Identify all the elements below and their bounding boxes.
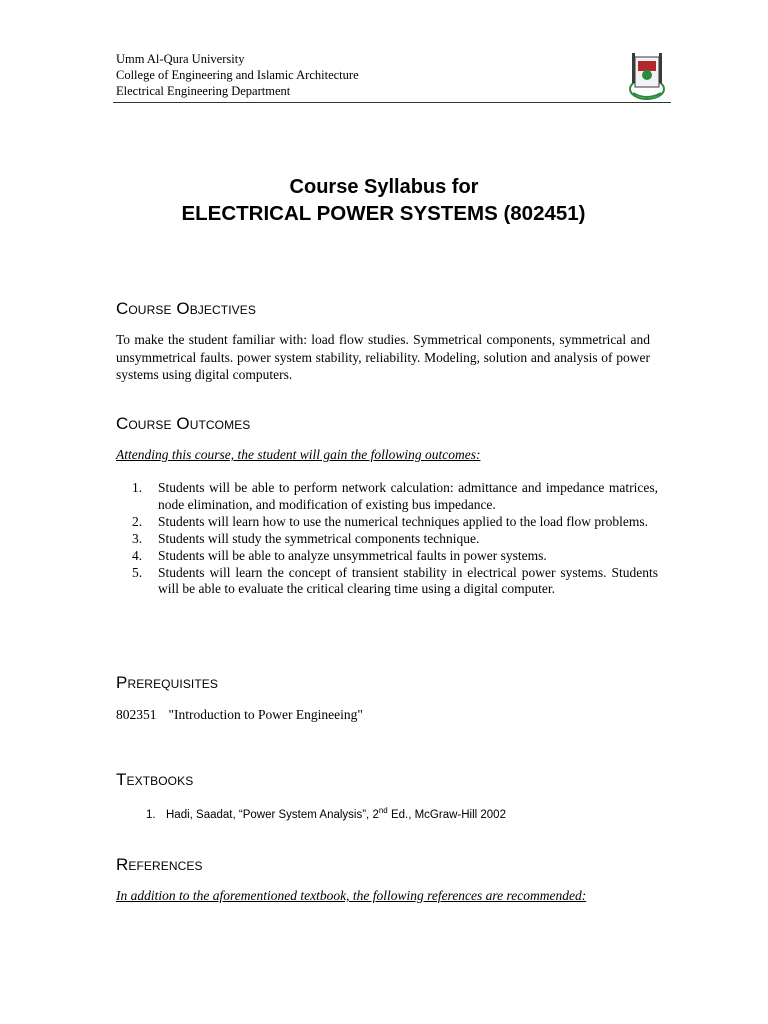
page-title — [0, 174, 768, 228]
title-line-2: ELECTRICAL POWER SYSTEMS (802451) — [181, 202, 586, 225]
list-item: 5. Students will learn the concept of transient stability in electrical power systems. Students will be able to evaluate the critical clearing time using a digital computer. — [132, 564, 658, 597]
list-item: 2. Students will learn how to use the numerical techniques applied to the load flow problems. — [132, 513, 649, 529]
objectives-heading: Course Objectives — [116, 299, 256, 318]
textbooks-heading: Textbooks — [116, 770, 194, 789]
prerequisites-heading: Prerequisites — [116, 673, 218, 692]
prerequisite-name: "Introduction to Power Engineeing" — [168, 707, 363, 722]
university-name: Umm Al-Qura University — [116, 52, 245, 66]
outcomes-heading: Course Outcomes — [116, 414, 251, 433]
prerequisite-entry — [116, 706, 650, 724]
textbooks-list — [146, 803, 506, 823]
list-item: 1. Students will be able to perform network calculation: admittance and impedance matrices, node elimination, and modification of existing bus impedance. — [132, 480, 658, 512]
university-seal-icon — [625, 49, 669, 101]
header-divider — [113, 102, 671, 103]
outcomes-list — [116, 480, 658, 598]
college-name: College of Engineering and Islamic Architecture — [116, 68, 359, 82]
prerequisite-code: 802351 — [116, 707, 157, 722]
document-header — [116, 51, 359, 99]
outcomes-intro: Attending this course, the student will gain the following outcomes: — [116, 447, 481, 462]
references-intro: In addition to the aforementioned textbook, the following references are recommended: — [116, 888, 587, 903]
title-line-1: Course Syllabus for — [289, 176, 479, 198]
department-name: Electrical Engineering Department — [116, 84, 291, 98]
objectives-text: To make the student familiar with: load flow studies. Symmetrical components, symmetrical and unsymmetrical faults. power system stability, reliability. Modeling, solution and analysis of power systems using digital computers. — [116, 332, 650, 382]
list-item: 1. Hadi, Saadat, “Power System Analysis”, 2nd Ed., McGraw-Hill 2002 — [146, 806, 506, 821]
references-heading: References — [116, 855, 203, 874]
list-item: 3. Students will study the symmetrical components technique. — [132, 530, 480, 546]
list-item: 4. Students will be able to analyze unsymmetrical faults in power systems. — [132, 547, 547, 563]
